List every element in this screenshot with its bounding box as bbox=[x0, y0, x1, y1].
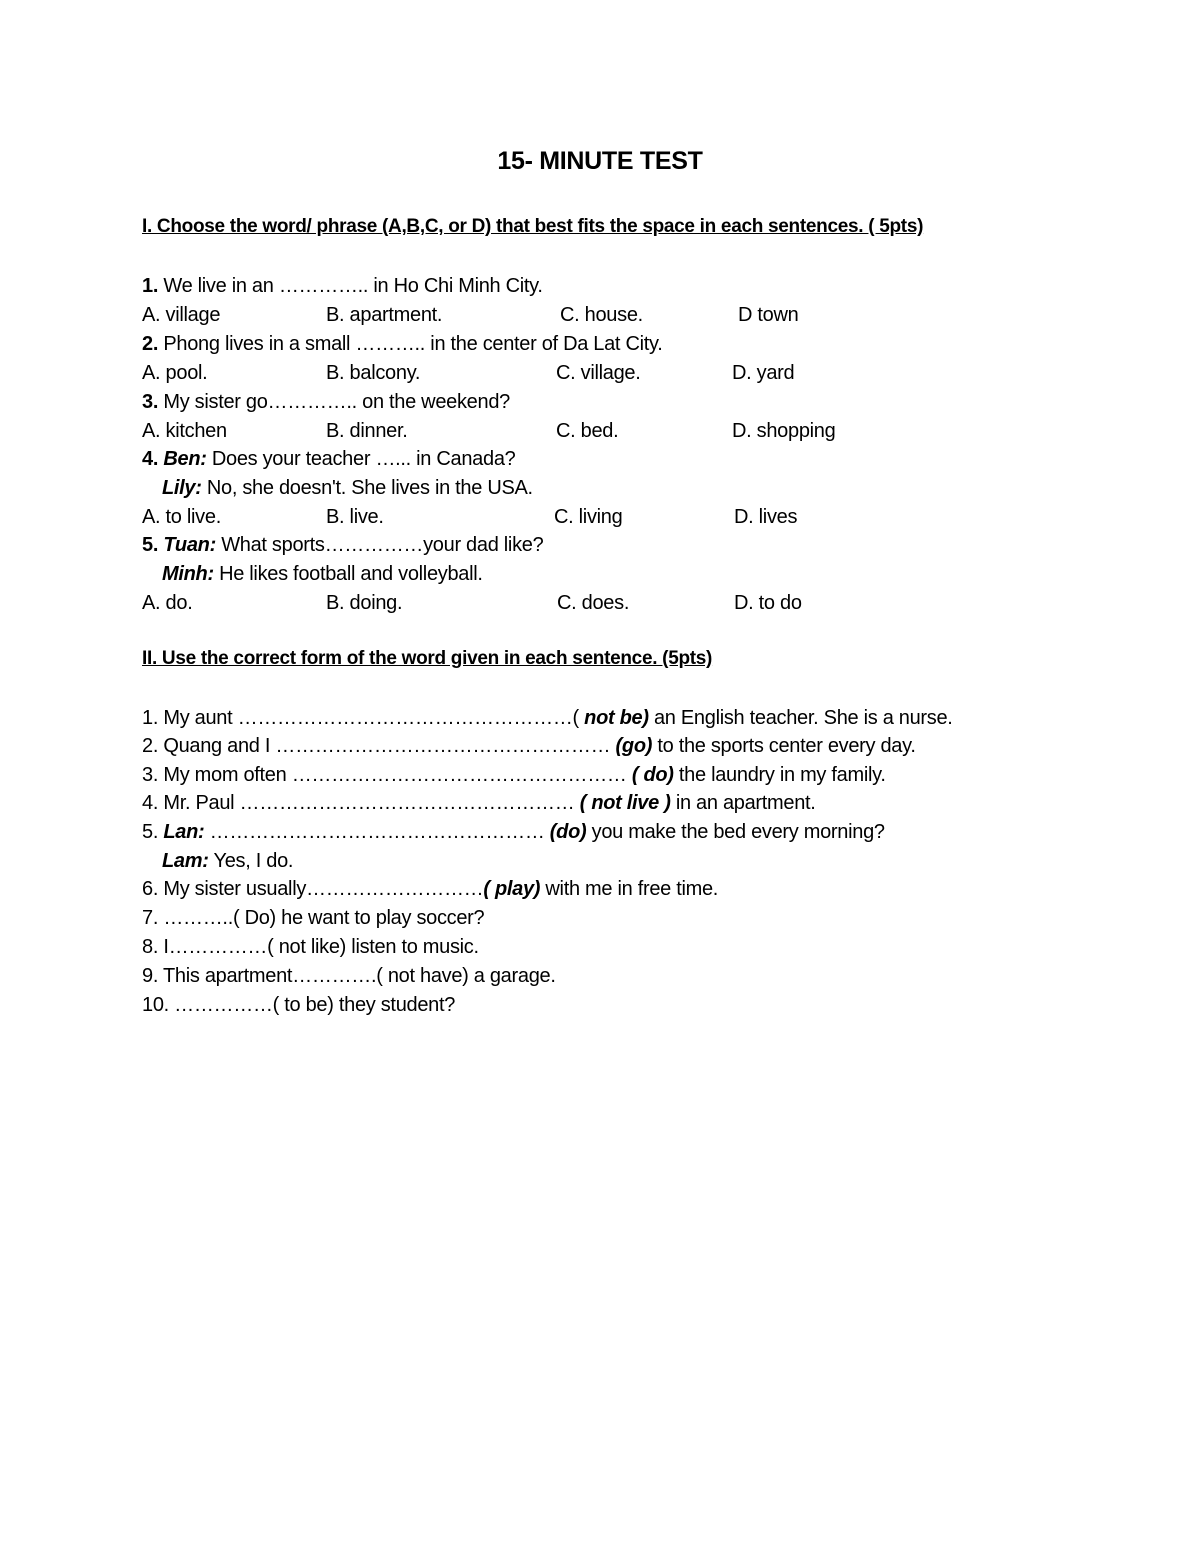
word-hint: ( play) bbox=[483, 878, 541, 900]
option-b: B. balcony. bbox=[326, 362, 421, 384]
item-text: in an apartment. bbox=[670, 792, 816, 814]
item-text: 6. My sister usually……………………… bbox=[142, 878, 484, 900]
option-d: D. lives bbox=[734, 506, 798, 528]
exercise-item-4 bbox=[142, 791, 816, 815]
question-number: 2. bbox=[142, 333, 159, 355]
item-text: an English teacher. She is a nurse. bbox=[648, 707, 953, 729]
question-text: Phong lives in a small ……….. in the center of Da Lat City. bbox=[158, 333, 663, 355]
option-d: D. yard bbox=[732, 362, 795, 384]
item-text: you make the bed every morning? bbox=[586, 821, 885, 843]
question-2 bbox=[142, 332, 662, 356]
exercise-item-10: 10. ……………( to be) they student? bbox=[142, 994, 456, 1016]
exercise-item-6 bbox=[142, 877, 718, 901]
option-d: D town bbox=[738, 304, 799, 326]
item-text: …………………………………………… bbox=[204, 821, 550, 843]
exercise-item-7: 7. ………..( Do) he want to play soccer? bbox=[142, 907, 485, 929]
question-3 bbox=[142, 390, 510, 414]
dialogue-line: He likes football and volleyball. bbox=[213, 563, 483, 585]
option-d: D. to do bbox=[734, 592, 802, 614]
option-c: C. bed. bbox=[556, 420, 619, 442]
speaker-name: Lam: bbox=[162, 850, 209, 872]
dialogue-line: Does your teacher …... in Canada? bbox=[206, 448, 516, 470]
item-text: 4. Mr. Paul …………………………………………… bbox=[142, 792, 580, 814]
page-title: 15- MINUTE TEST bbox=[497, 147, 703, 175]
option-d: D. shopping bbox=[732, 420, 836, 442]
option-c: C. living bbox=[554, 506, 623, 528]
word-hint: (do) bbox=[549, 821, 587, 843]
speaker-name: Tuan: bbox=[163, 534, 216, 556]
part2-heading: II. Use the correct form of the word given in each sentence. (5pts) bbox=[142, 648, 713, 669]
question-number: 1. bbox=[142, 275, 159, 297]
option-a: A. pool. bbox=[142, 362, 208, 384]
question-4 bbox=[142, 447, 515, 471]
exercise-item-5-reply bbox=[162, 849, 293, 873]
item-text: Yes, I do. bbox=[208, 850, 294, 872]
option-c: C. village. bbox=[556, 362, 641, 384]
item-text: 1. My aunt ……………………………………………( bbox=[142, 707, 579, 729]
dialogue-line: What sports……………your dad like? bbox=[215, 534, 544, 556]
question-5-reply bbox=[162, 562, 483, 586]
question-5 bbox=[142, 533, 543, 557]
exercise-item-8: 8. I……………( not like) listen to music. bbox=[142, 936, 479, 958]
option-c: C. house. bbox=[560, 304, 643, 326]
dialogue-line: No, she doesn't. She lives in the USA. bbox=[201, 477, 533, 499]
word-hint: ( do) bbox=[631, 764, 674, 786]
speaker-name: Ben: bbox=[163, 448, 207, 470]
word-hint: (go) bbox=[615, 735, 653, 757]
word-hint: not be) bbox=[578, 707, 649, 729]
option-b: B. dinner. bbox=[326, 420, 408, 442]
exercise-item-9: 9. This apartment………….( not have) a garage. bbox=[142, 965, 556, 987]
item-text: 3. My mom often …………………………………………… bbox=[142, 764, 632, 786]
exercise-item-1 bbox=[142, 706, 953, 730]
exercise-item-5 bbox=[142, 820, 885, 844]
question-1 bbox=[142, 274, 543, 298]
item-text: 2. Quang and I …………………………………………… bbox=[142, 735, 616, 757]
option-a: A. to live. bbox=[142, 506, 221, 528]
question-4-reply bbox=[162, 476, 533, 500]
item-text: to the sports center every day. bbox=[652, 735, 916, 757]
exercise-item-3 bbox=[142, 763, 886, 787]
item-text: with me in free time. bbox=[540, 878, 719, 900]
word-hint: ( not live ) bbox=[579, 792, 671, 814]
option-a: A. do. bbox=[142, 592, 193, 614]
question-text: We live in an ………….. in Ho Chi Minh City. bbox=[158, 275, 543, 297]
question-text: My sister go………….. on the weekend? bbox=[158, 391, 510, 413]
part1-heading: I. Choose the word/ phrase (A,B,C, or D) that best fits the space in each sentences. ( 5pts) bbox=[142, 216, 924, 237]
option-c: C. does. bbox=[557, 592, 630, 614]
speaker-name: Lan: bbox=[163, 821, 205, 843]
option-a: A. village bbox=[142, 304, 221, 326]
exercise-item-2 bbox=[142, 734, 916, 758]
question-number: 5. bbox=[142, 534, 159, 556]
option-b: B. apartment. bbox=[326, 304, 443, 326]
question-number: 3. bbox=[142, 391, 159, 413]
question-number: 4. bbox=[142, 448, 159, 470]
item-text: the laundry in my family. bbox=[673, 764, 886, 786]
option-b: B. doing. bbox=[326, 592, 403, 614]
item-text: 5. bbox=[142, 821, 164, 843]
option-a: A. kitchen bbox=[142, 420, 227, 442]
speaker-name: Lily: bbox=[162, 477, 202, 499]
speaker-name: Minh: bbox=[162, 563, 214, 585]
option-b: B. live. bbox=[326, 506, 384, 528]
